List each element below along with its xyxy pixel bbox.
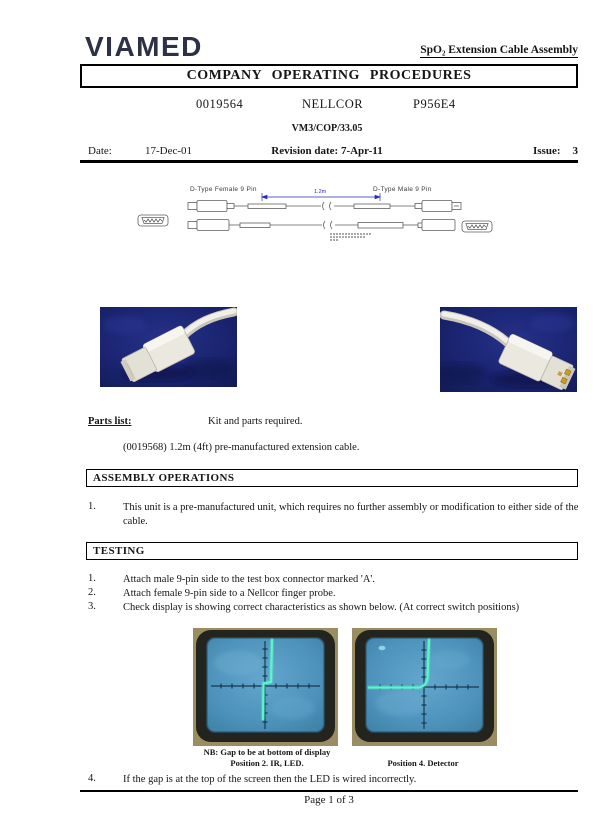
header-divider-rule bbox=[80, 160, 578, 163]
cable-diagram-svg bbox=[70, 182, 510, 260]
testing-item-1-text: Attach male 9-pin side to the test box connector marked 'A'. bbox=[123, 574, 375, 585]
part-number: 0019564 bbox=[196, 97, 244, 111]
revision-date: Revision date: 7-Apr-11 bbox=[271, 145, 383, 157]
issue-label: Issue: bbox=[532, 145, 561, 157]
model-number: P956E4 bbox=[413, 97, 456, 111]
document-reference: VM3/COP/33.05 bbox=[291, 123, 363, 134]
nb-caption-line2: Position 2. IR, LED. bbox=[230, 758, 304, 768]
issue-value: 3 bbox=[572, 145, 578, 157]
viamed-logo: VIAMED bbox=[85, 31, 203, 62]
date-value: 17-Dec-01 bbox=[145, 145, 193, 157]
photo-male-svg bbox=[440, 307, 577, 392]
dtype-female-label: D-Type Female 9 Pin bbox=[190, 186, 257, 193]
footer-rule bbox=[80, 790, 578, 792]
assembly-item-text: This unit is a pre-manufactured unit, which requires no further assembly or modification to either side of the cable. bbox=[123, 502, 579, 527]
dsub-face-left bbox=[138, 215, 168, 226]
page-number: Page 1 of 3 bbox=[304, 794, 354, 806]
assembly-operations-heading: ASSEMBLY OPERATIONS bbox=[86, 469, 578, 487]
testing-item-4-text: If the gap is at the top of the screen then the LED is wired incorrectly. bbox=[123, 774, 417, 785]
testing-item-2-text: Attach female 9-pin side to a Nellcor finger probe. bbox=[123, 588, 336, 599]
photo-female-svg bbox=[100, 307, 237, 387]
testing-item-3-number: 3. bbox=[88, 601, 96, 612]
testing-heading: TESTING bbox=[86, 542, 578, 560]
oscilloscope-left-svg bbox=[193, 628, 338, 746]
oscilloscope-photo-left bbox=[193, 628, 338, 746]
photo-female-connector bbox=[100, 307, 237, 387]
assembly-item-number: 1. bbox=[88, 501, 96, 512]
oscilloscope-right-svg bbox=[352, 628, 497, 746]
testing-item-4-number: 4. bbox=[88, 773, 96, 784]
illegible-annotation bbox=[330, 234, 371, 240]
dimension-label: 1.2m bbox=[314, 189, 327, 195]
dtype-male-label: D-Type Male 9 Pin bbox=[373, 186, 432, 193]
parts-list-intro: Kit and parts required. bbox=[208, 416, 303, 427]
nb-caption-line1: NB: Gap to be at bottom of display bbox=[203, 747, 331, 757]
right-scope-caption: Position 4. Detector bbox=[387, 758, 459, 768]
oscilloscope-photo-right bbox=[352, 628, 497, 746]
testing-item-3-text: Check display is showing correct characteristics as shown below. (At correct switch positions) bbox=[123, 602, 520, 613]
parts-list-heading: Parts list: bbox=[88, 416, 132, 427]
manufacturer-name: NELLCOR bbox=[302, 97, 364, 111]
dsub-face-right bbox=[462, 221, 492, 232]
testing-item-2-number: 2. bbox=[88, 587, 96, 598]
issue-field bbox=[533, 145, 578, 157]
photo-male-connector bbox=[440, 307, 577, 392]
testing-item-1-number: 1. bbox=[88, 573, 96, 584]
cable-drawing-top bbox=[188, 201, 461, 212]
product-title: SpO₂ Extension Cable Assembly bbox=[420, 44, 578, 56]
parts-list-item: (0019568) 1.2m (4ft) pre-manufactured extension cable. bbox=[123, 442, 360, 453]
cable-drawing-bottom bbox=[188, 220, 455, 231]
banner-company-operating-procedures: COMPANY OPERATING PROCEDURES bbox=[80, 64, 578, 88]
cable-technical-drawing bbox=[70, 182, 510, 260]
date-label: Date: bbox=[88, 145, 112, 157]
